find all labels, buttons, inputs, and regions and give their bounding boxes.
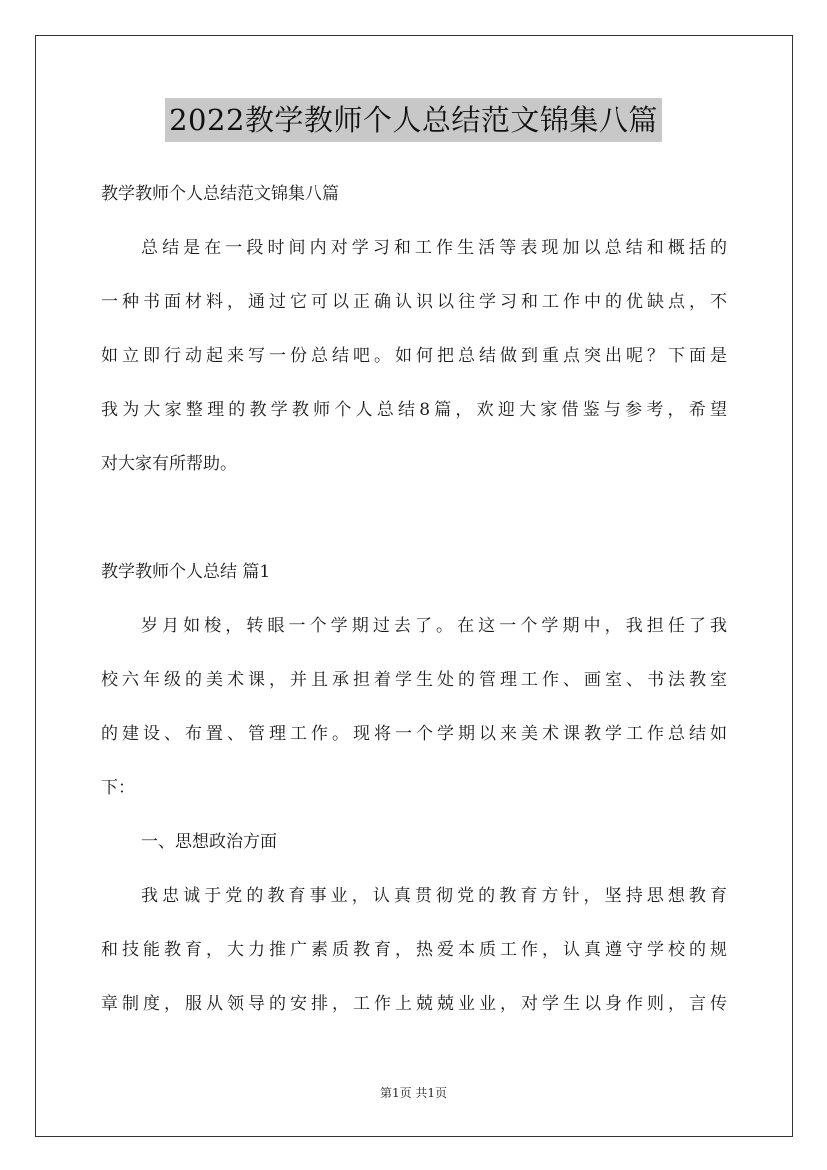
paragraph-line: 的建设、布置、管理工作。现将一个学期以来美术课教学工作总结如 (101, 724, 727, 744)
title-container (0, 98, 827, 142)
subheading: 一、思想政治方面 (141, 832, 277, 852)
paragraph-line: 章制度，服从领导的安排，工作上兢兢业业，对学生以身作则，言传 (101, 994, 727, 1014)
paragraph-line: 岁月如梭，转眼一个学期过去了。在这一个学期中，我担任了我 (141, 616, 727, 636)
page-footer: 第1页 共1页 (379, 1086, 448, 1100)
section-heading: 教学教师个人总结 篇1 (101, 562, 271, 582)
paragraph-line: 我忠诚于党的教育事业，认真贯彻党的教育方针，坚持思想教育 (141, 886, 727, 906)
paragraph-line: 一种书面材料，通过它可以正确认识以往学习和工作中的优缺点，不 (101, 292, 727, 312)
paragraph-line: 下： (101, 778, 135, 798)
paragraph-line: 总结是在一段时间内对学习和工作生活等表现加以总结和概括的 (141, 238, 727, 258)
paragraph-line: 对大家有所帮助。 (101, 454, 237, 474)
paragraph-line: 如立即行动起来写一份总结吧。如何把总结做到重点突出呢？下面是 (101, 346, 727, 366)
paragraph-line: 和技能教育，大力推广素质教育，热爱本质工作，认真遵守学校的规 (101, 940, 727, 960)
paragraph-line: 校六年级的美术课，并且承担着学生处的管理工作、画室、书法教室 (101, 670, 727, 690)
paragraph-line: 我为大家整理的教学教师个人总结8篇，欢迎大家借鉴与参考，希望 (101, 400, 727, 420)
subtitle: 教学教师个人总结范文锦集八篇 (101, 184, 339, 204)
document-title: 2022教学教师个人总结范文锦集八篇 (165, 98, 662, 142)
